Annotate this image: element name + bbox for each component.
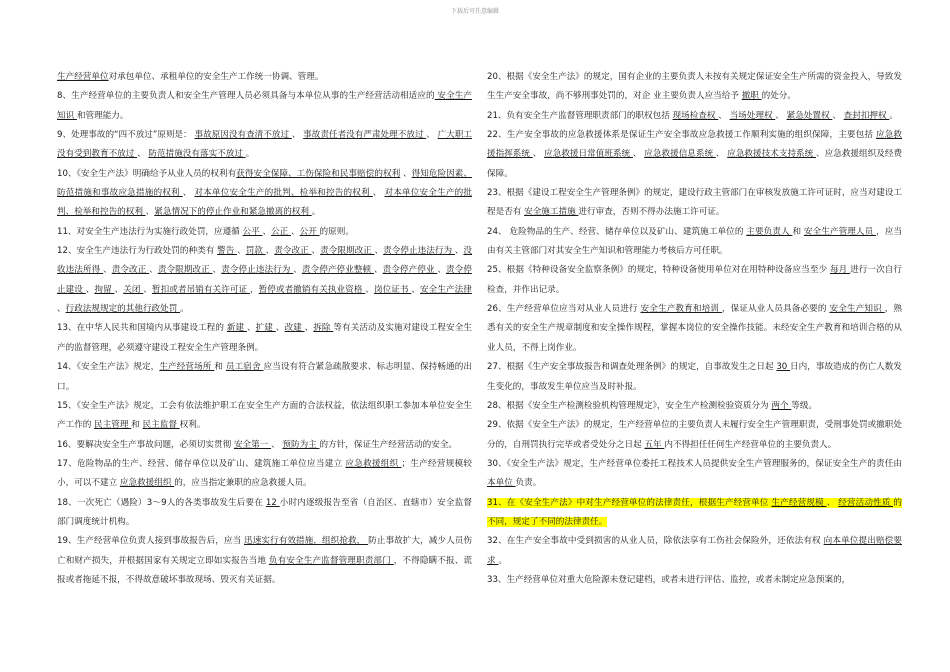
- question-text: 、: [411, 284, 421, 295]
- answer-text: 暂扣或者吊销有关许可证: [151, 284, 250, 295]
- question-text: 、: [103, 265, 112, 276]
- answer-text: 安全生产法律: [420, 284, 472, 295]
- question-text: ；生产经营规模较小，可以不建立: [57, 458, 472, 489]
- answer-text: 事故原因没有查清不放过: [194, 130, 292, 141]
- answer-text: 警告: [217, 246, 238, 257]
- question-text: 、: [237, 246, 246, 257]
- question-text: 19、生产经营单位负责人接到事故报告后，应当: [57, 536, 245, 547]
- question-text: 、: [271, 439, 283, 450]
- answer-text: 事故责任者没有严肃处理不放过: [303, 130, 427, 141]
- question-text: 26、生产经营单位应当对从业人员进行: [487, 304, 641, 315]
- answer-text: 拆除: [313, 323, 334, 334]
- question-text: 应当设有符合紧急疏散要求、标志明显、保持畅通的出口。: [57, 362, 473, 392]
- answer-text: 没收违法所得: [57, 246, 473, 276]
- question-text: 、: [275, 323, 285, 334]
- question-text: 的不同，规定了不同的法律责任。: [487, 497, 903, 527]
- question-paragraph: [57, 397, 472, 436]
- question-text: 、: [246, 323, 256, 334]
- answer-text: 生产经营单位: [57, 72, 109, 82]
- question-text: 、: [775, 110, 787, 121]
- question-paragraph: [487, 223, 902, 262]
- answer-text: 生产经营规模: [771, 497, 827, 508]
- answer-text: 责令停止建设: [57, 265, 472, 295]
- question-text: 24、 危险物品的生产、经营、储存单位以及矿山、建筑施工单位的: [487, 226, 747, 237]
- question-text: 。: [180, 304, 189, 315]
- question-text: 、: [374, 246, 384, 257]
- question-text: 、: [454, 246, 464, 257]
- question-text: 、: [832, 110, 844, 121]
- question-text: 日内，事故造成的伤亡人数发生变化的，事故发生单位应当及时补报。: [487, 362, 902, 392]
- question-text: 、: [426, 130, 438, 141]
- answer-text: 暂停或者撤销有关执业资格: [258, 284, 366, 295]
- question-text: 、: [311, 246, 321, 257]
- answer-text: 新建: [226, 323, 247, 334]
- answer-text: 紧急处置权: [786, 110, 833, 121]
- question-text: 和: [792, 226, 804, 237]
- answer-text: 应急救援指挥系统: [487, 130, 902, 160]
- question-text: 。: [498, 555, 507, 566]
- question-text: 对承包单位、承租单位的安全生产工作统一协调、管理。: [108, 72, 324, 82]
- question-text: ，应当由有关主管部门对其安全生产知识和管理能力考核后方可任职。: [487, 226, 902, 257]
- question-text: 。: [311, 207, 321, 218]
- question-text: 、: [262, 226, 272, 237]
- question-text: 30、《安全生产法》规定，生产经营单位委托工程技术人员提供安全生产管理服务的，保证安全生产的责任由: [487, 458, 902, 469]
- answer-text: 向本单位提出赔偿要求: [487, 536, 902, 566]
- question-text: 33、生产经营单位对重大危险源未登记建档，或者未进行评估、监控，或者未制定应急预案的，: [487, 574, 851, 585]
- question-text: 、: [632, 149, 645, 160]
- answer-text: 员工宿舍: [225, 362, 264, 373]
- question-text: 29、依据《安全生产法》的规定，生产经营单位的主要负责人未履行安全生产管理职责，受刑事处罚或撤职处分的，自刑罚执行完毕或者受处分之日起: [487, 420, 902, 450]
- answer-text: 罚款: [245, 246, 266, 257]
- answer-text: 责令改正: [111, 265, 150, 276]
- answer-text: 责令限期改正: [320, 246, 375, 257]
- answer-text: 安全施工措施: [524, 207, 579, 218]
- answer-text: 安全生产管理人员: [803, 226, 877, 237]
- question-text: 。: [889, 110, 898, 121]
- answer-text: 30: [776, 362, 791, 373]
- answer-text: 改建: [284, 323, 305, 334]
- answer-text: 对本单位安全生产的批判、检举和控告的权利: [57, 188, 472, 218]
- question-text: 、: [826, 497, 839, 508]
- question-text: 、: [372, 188, 385, 199]
- answer-text: 经营活动性质: [838, 497, 894, 508]
- answer-text: 预防为主: [282, 439, 320, 450]
- question-text: 10、《安全生产法》明确给予从业人员的权利有: [57, 168, 237, 179]
- question-text: ，熟悉有关的安全生产规章制度和安全操作规程，掌握本岗位的安全操作技能。未经安全生产教育和培训合格的从业人员，不得上岗作业。: [487, 304, 903, 353]
- answer-text: 防范措施没有落实不放过: [148, 149, 246, 160]
- answer-text: 对本单位安全生产的批判、检举和控告的权利: [194, 188, 373, 199]
- question-text: 11、对安全生产违法行为实施行政处罚，应遵循: [57, 226, 243, 237]
- question-text: 、: [532, 149, 545, 160]
- question-text: 31、在《安全生产法》中对生产经营单位的法律责任，根据生产经营单位: [487, 497, 772, 508]
- answer-text: 责令停止违法行为: [383, 246, 455, 257]
- question-paragraph: [57, 358, 472, 397]
- question-text: 27、根据《生产安全事故报告和调查处理条例》的规定，自事故发生之日起: [487, 362, 777, 373]
- question-text: 小时内逐级报告至省（自治区、直辖市）安全监督部门调度统计机构。: [57, 497, 472, 527]
- question-paragraph: [487, 261, 902, 300]
- question-paragraph: [487, 68, 902, 107]
- answer-text: 主要负责人: [746, 226, 793, 237]
- answer-text: 民主监督: [142, 420, 180, 431]
- answer-text: 应急救援组织: [119, 478, 175, 489]
- answer-text: 迅速实行有效措施，组织抢救，: [244, 536, 369, 547]
- answer-text: 公正: [271, 226, 291, 237]
- question-text: 和管理能力。: [76, 110, 129, 121]
- question-text: 32、在生产安全事故中受到损害的从业人员，除依法享有工伤社会保险外，还依法有权: [487, 536, 824, 547]
- question-text: 和: [214, 362, 226, 373]
- answer-text: 责令限期改正: [157, 265, 213, 276]
- question-text: ，: [249, 284, 259, 295]
- answer-text: 每月: [829, 265, 851, 276]
- question-text: 等级。: [791, 400, 818, 411]
- question-text: 、: [291, 226, 300, 237]
- question-text: 13、在中华人民共和国境内从事建设工程的: [57, 323, 227, 334]
- answer-text: 广大职工没有受到教育不放过: [57, 130, 473, 160]
- answer-text: 本单位: [487, 478, 516, 489]
- answer-text: 安全生产知识: [829, 304, 885, 315]
- right-column: [487, 68, 902, 590]
- question-text: 12、安全生产违法行为行政处罚的种类有: [57, 246, 218, 257]
- question-text: 、: [293, 265, 302, 276]
- question-text: 22、生产安全事故的应急救援体系是保证生产安全事故应急救援工作顺利实施的组织保障，主要包括: [487, 130, 876, 141]
- question-text: 、: [291, 130, 304, 141]
- question-text: 14、《安全生产法》规定，: [57, 362, 160, 373]
- question-text: 。: [245, 149, 255, 160]
- question-text: 16、要解决安全生产事故问题，必须切实贯彻: [57, 439, 234, 450]
- question-paragraph: [57, 126, 472, 165]
- answer-text: 应急救援信息系统: [644, 149, 716, 160]
- question-text: 负责。: [515, 478, 542, 489]
- answer-text: 扩建: [255, 323, 276, 334]
- question-text: 、: [212, 265, 222, 276]
- question-paragraph: [57, 242, 472, 319]
- question-text: 、: [400, 168, 412, 179]
- question-paragraph: [57, 494, 472, 533]
- answer-text: 安全生产知识: [57, 91, 472, 121]
- question-paragraph: [487, 107, 902, 126]
- question-paragraph: [57, 319, 472, 358]
- page-header-note: 下载后可任意编辑: [450, 8, 499, 15]
- question-text: 、: [718, 110, 730, 121]
- question-text: 内不得担任任何生产经营单位的主要负责人。: [664, 439, 837, 450]
- question-text: ，保证从业人员具备必要的: [721, 304, 830, 315]
- answer-text: 紧急情况下的停止作业和紧急撤离的权利: [154, 207, 312, 218]
- question-paragraph: [57, 68, 472, 87]
- answer-text: 岗位证书: [373, 284, 412, 295]
- question-text: 、: [304, 323, 314, 334]
- question-text: 15、《安全生产法》规定，工会有依法维护职工在安全生产方面的合法权益，依法组织职工参加本单位安全生产工作的: [57, 400, 472, 431]
- answer-text: 责令停止违法行为: [221, 265, 294, 276]
- answer-text: 应急救援组织: [345, 458, 402, 469]
- question-text: 的原则。: [319, 226, 354, 237]
- answer-text: 12: [265, 497, 280, 508]
- question-paragraph: [57, 223, 472, 242]
- question-text: 的处分。: [761, 91, 796, 102]
- question-text: 、: [365, 284, 374, 295]
- question-text: 20、根据《安全生产法》的规定，国有企业的主要负责人未按有关规定保证安全生产所需的资金投入，导致发生生产安全事故，尚不够刑事处罚的，对企 业主要负责人应当给予: [487, 72, 902, 102]
- answer-text: 获得安全保障、工伤保险和民事赔偿的权利: [236, 168, 401, 179]
- answer-text: 行政法规规定的其他行政处罚: [65, 304, 181, 315]
- answer-text: 拘留: [94, 284, 115, 295]
- question-text: 、: [149, 265, 158, 276]
- question-paragraph: [487, 300, 902, 358]
- answer-text: 民主管理: [94, 420, 132, 431]
- question-text: 和: [131, 420, 143, 431]
- answer-text: 撤职: [741, 91, 762, 102]
- answer-text: 责令停产停业: [382, 265, 438, 276]
- question-text: 、: [85, 284, 95, 295]
- question-paragraph: [57, 87, 472, 126]
- answer-text: 责令改正: [274, 246, 312, 257]
- question-text: 进行审查，否则不得办法施工许可证。: [578, 207, 725, 218]
- question-paragraph: [487, 358, 902, 397]
- question-text: 、: [145, 207, 155, 218]
- question-text: 、应急救援组织及经费保障。: [487, 149, 903, 179]
- question-text: 18、一次死亡（遇险）3～9人的各类事故发生后要在: [57, 497, 266, 508]
- answer-text: 当场处理权: [729, 110, 776, 121]
- answer-text: 应急救援技术支持系统: [727, 149, 817, 160]
- question-text: 、: [114, 284, 124, 295]
- question-text: 、: [182, 188, 195, 199]
- answer-text: 安全生产教育和培训: [640, 304, 722, 315]
- question-paragraph: [487, 532, 902, 571]
- question-text: 进行一次自行检查，并作出记录。: [487, 265, 902, 295]
- answer-text: 五年: [644, 439, 665, 450]
- question-text: 、: [137, 149, 149, 160]
- question-text: 、: [143, 284, 152, 295]
- answer-text: 查封扣押权: [843, 110, 890, 121]
- question-text: 28、根据《安全生产检测检验机构管理规定》，安全生产检测检验资质分为: [487, 400, 772, 411]
- answer-text: 负有安全生产监督管理职责部门: [268, 555, 394, 566]
- answer-text: 生产经营场所: [159, 362, 215, 373]
- question-text: 、: [373, 265, 383, 276]
- answer-text: 关闭: [123, 284, 144, 295]
- question-paragraph: [487, 455, 902, 494]
- question-text: 17、危险物品的生产、经营、储存单位以及矿山、建筑施工单位应当建立: [57, 458, 346, 469]
- question-text: 的方针，保证生产经营活动的安全。: [319, 439, 458, 450]
- question-paragraph: [487, 397, 902, 416]
- question-paragraph: [487, 416, 902, 455]
- question-text: 、: [57, 304, 66, 315]
- question-text: ，不得隐瞒不报、谎报或者拖延不报，不得故意破坏事故现场、毁灭有关证据。: [57, 555, 472, 585]
- question-paragraph: [487, 571, 902, 590]
- question-text: 25、根据《特种设备安全监察条例》的规定，特种设备使用单位对在用特种设备应当至少: [487, 265, 830, 276]
- question-paragraph: [487, 494, 902, 533]
- question-text: 、: [437, 265, 446, 276]
- question-text: 等有关活动及实施对建设工程安全生产的监督管理，必须遵守建设工程安全生产管理条例。: [57, 323, 472, 353]
- answer-text: 公平: [242, 226, 263, 237]
- question-paragraph: [487, 184, 902, 223]
- question-text: 防止事故扩大，减少人员伤亡和财产损失，并根据国家有关规定立即如实报告当地: [57, 536, 472, 566]
- answer-text: 得知危险因素、防范措施和事故应急措施的权利: [57, 168, 472, 199]
- question-text: 21、负有安全生产监督管理职责部门的职权包括: [487, 110, 673, 121]
- question-text: 9、处理事故的“四不放过”原则是：: [57, 130, 195, 141]
- question-text: 8、生产经营单位的主要负责人和安全生产管理人员必须具备与本单位从事的生产经营活动相适应的: [57, 91, 435, 102]
- question-paragraph: [57, 455, 472, 494]
- question-paragraph: [57, 532, 472, 590]
- left-column: [57, 68, 472, 590]
- question-text: 、: [265, 246, 275, 257]
- answer-text: 现场检查权: [672, 110, 719, 121]
- answer-text: 两个: [771, 400, 792, 411]
- question-text: 的，应当指定兼职的应急救援人员。: [174, 478, 312, 489]
- question-text: 权利。: [179, 420, 206, 431]
- question-paragraph: [487, 126, 902, 184]
- question-paragraph: [57, 165, 472, 223]
- question-paragraph: [57, 436, 472, 455]
- question-text: 、: [715, 149, 728, 160]
- answer-text: 公开: [299, 226, 320, 237]
- answer-text: 应急救援日常值班系统: [544, 149, 633, 160]
- answer-text: 责令停产停业整顿: [301, 265, 374, 276]
- answer-text: 安全第一: [233, 439, 272, 450]
- question-text: 23、根据《建设工程安全生产管理条例》的规定，建设行政主管部门在审核发放施工许可证时，应当对建设工程是否有: [487, 188, 902, 218]
